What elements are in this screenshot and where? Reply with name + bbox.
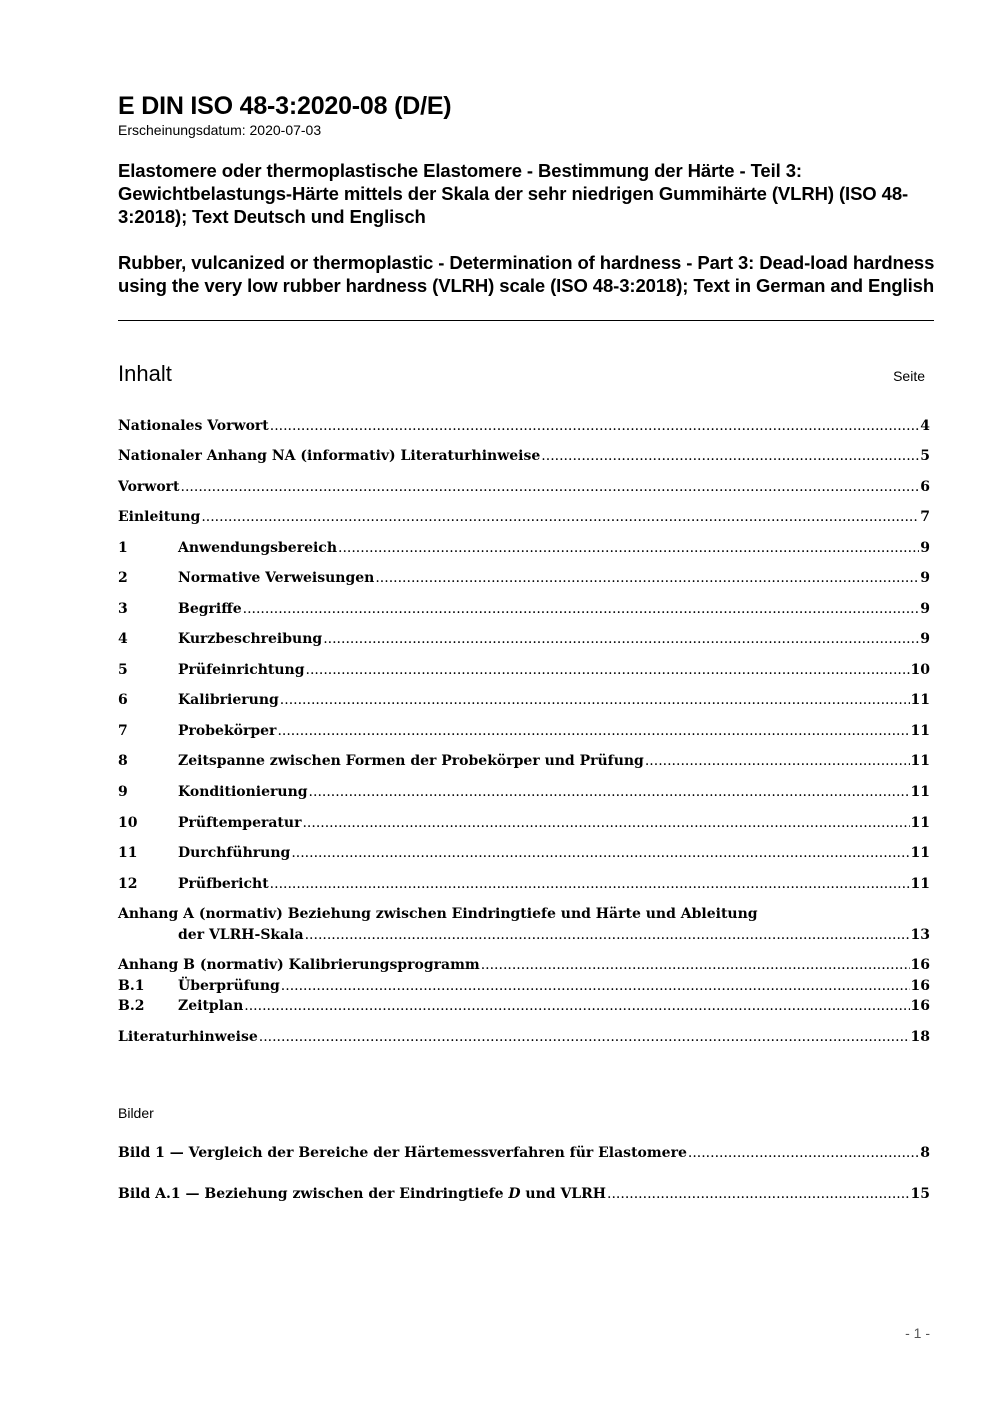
toc-entry[interactable] xyxy=(118,753,930,773)
toc-entry[interactable] xyxy=(118,723,930,743)
toc-entry-page: 11 xyxy=(910,692,930,708)
toc-entry-number: 12 xyxy=(118,876,138,892)
figure-entry-title-prefix: Bild A.1 — Beziehung zwischen der Eindringtiefe xyxy=(118,1186,509,1202)
toc-entry-annex-a[interactable] xyxy=(118,927,930,947)
figure-entry[interactable] xyxy=(118,1145,930,1165)
toc-entry-page: 16 xyxy=(910,957,930,973)
toc-entry-title: Zeitplan xyxy=(178,998,244,1014)
toc-entry[interactable] xyxy=(118,876,930,896)
toc-leader xyxy=(645,753,910,769)
toc-entry-number: B.1 xyxy=(118,978,145,994)
toc-entry-page: 11 xyxy=(910,784,930,800)
toc-entry-page: 4 xyxy=(920,418,930,434)
toc-entry-number: 6 xyxy=(118,692,128,708)
toc-entry-page: 11 xyxy=(910,815,930,831)
toc-entry-page: 16 xyxy=(910,998,930,1014)
toc-entry[interactable] xyxy=(118,509,930,529)
toc-leader xyxy=(291,845,909,861)
toc-entry-page: 11 xyxy=(910,753,930,769)
toc-leader xyxy=(270,418,920,434)
toc-leader xyxy=(243,601,920,617)
toc-entry[interactable] xyxy=(118,845,930,865)
toc-entry-number: 4 xyxy=(118,631,128,647)
toc-entry[interactable] xyxy=(118,448,930,468)
page-number: - 1 - xyxy=(905,1325,930,1341)
toc-entry-title: Konditionierung xyxy=(178,784,308,800)
toc-leader xyxy=(323,631,919,647)
toc-entry-page: 13 xyxy=(910,927,930,943)
toc-entry-number: 11 xyxy=(118,845,138,861)
toc-entry-title: Kalibrierung xyxy=(178,692,279,708)
toc-entry-number: 10 xyxy=(118,815,138,831)
toc-annex-a-title[interactable]: Anhang A (normativ) Beziehung zwischen Eindringtiefe und Härte und Ableitung xyxy=(118,906,758,922)
toc-entry[interactable] xyxy=(118,998,930,1018)
title-german: Elastomere oder thermoplastische Elastomere - Bestimmung der Härte - Teil 3: Gewichtbelastungs-Härte mittels der Skala der sehr niedrigen Gummihärte (VLRH) (ISO 48-3:2018); Text Deutsch und Englisch xyxy=(118,160,909,227)
toc-entry-page: 10 xyxy=(910,662,930,678)
toc-entry-page: 9 xyxy=(920,540,930,556)
toc-entry-title: Überprüfung xyxy=(178,978,280,994)
toc-heading: Inhalt xyxy=(118,361,172,386)
toc-leader xyxy=(541,448,919,464)
toc-leader xyxy=(302,815,909,831)
toc-entry[interactable] xyxy=(118,601,930,621)
toc-entry-title: Nationales Vorwort xyxy=(118,418,269,434)
toc-entry-page: 9 xyxy=(920,601,930,617)
toc-entry-page: 9 xyxy=(920,570,930,586)
toc-entry-annex-b[interactable] xyxy=(118,957,930,977)
toc-leader xyxy=(338,540,919,556)
toc-entry-title: Durchführung xyxy=(178,845,291,861)
toc-entry-title: Kurzbeschreibung xyxy=(178,631,323,647)
figure-entry-page: 15 xyxy=(910,1186,930,1202)
toc-leader xyxy=(201,509,919,525)
toc-entry-number: 8 xyxy=(118,753,128,769)
toc-leader xyxy=(270,876,910,892)
toc-entry[interactable] xyxy=(118,692,930,712)
toc-entry[interactable] xyxy=(118,570,930,590)
toc-entry-title: Prüftemperatur xyxy=(178,815,302,831)
toc-leader xyxy=(244,998,909,1014)
toc-entry-page: 5 xyxy=(920,448,930,464)
toc-entry-page: 9 xyxy=(920,631,930,647)
toc-entry-literature[interactable] xyxy=(118,1029,930,1049)
figure-entry-title-suffix: und VLRH xyxy=(520,1186,607,1202)
toc-entry-number: 9 xyxy=(118,784,128,800)
toc-entry-title: Vorwort xyxy=(118,479,180,495)
toc-leader xyxy=(309,784,910,800)
figure-entry-page: 8 xyxy=(920,1145,930,1161)
toc-entry-number: 7 xyxy=(118,723,128,739)
toc-entry[interactable] xyxy=(118,978,930,998)
toc-entry-title: Literaturhinweise xyxy=(118,1029,258,1045)
figure-entry-variable: D xyxy=(508,1186,521,1202)
title-divider xyxy=(118,320,934,321)
figures-heading: Bilder xyxy=(118,1105,154,1121)
toc-entry-title: der VLRH-Skala xyxy=(178,927,304,943)
figure-entry-title xyxy=(118,1186,606,1202)
toc-entry-title: Einleitung xyxy=(118,509,201,525)
toc-entry-number: B.2 xyxy=(118,998,145,1014)
figure-entry-title: Bild 1 — Vergleich der Bereiche der Härtemessverfahren für Elastomere xyxy=(118,1145,687,1161)
toc-leader xyxy=(481,957,910,973)
toc-entry-page: 6 xyxy=(920,479,930,495)
toc-entry-number: 5 xyxy=(118,662,128,678)
toc-leader xyxy=(277,723,909,739)
toc-entry-title: Prüfeinrichtung xyxy=(178,662,305,678)
toc-entry-page: 7 xyxy=(920,509,930,525)
toc-entry[interactable] xyxy=(118,540,930,560)
toc-entry-number: 3 xyxy=(118,601,128,617)
toc-leader xyxy=(375,570,919,586)
document-id: E DIN ISO 48-3:2020-08 (D/E) xyxy=(118,92,452,120)
toc-entry-page: 11 xyxy=(910,845,930,861)
figure-entry[interactable] xyxy=(118,1186,930,1206)
toc-entry-page: 11 xyxy=(910,723,930,739)
toc-entry[interactable] xyxy=(118,631,930,651)
toc-leader xyxy=(280,692,910,708)
title-english: Rubber, vulcanized or thermoplastic - Determination of hardness - Part 3: Dead-load hardness using the very low rubber hardness (VLRH) scale (ISO 48-3:2018); Text in German and English xyxy=(118,252,935,296)
toc-page-label: Seite xyxy=(893,368,925,384)
toc-entry-title: Zeitspanne zwischen Formen der Probekörper und Prüfung xyxy=(178,753,644,769)
toc-entry[interactable] xyxy=(118,418,930,438)
toc-entry-title: Nationaler Anhang NA (informativ) Literaturhinweise xyxy=(118,448,541,464)
toc-leader xyxy=(259,1029,910,1045)
toc-entry-page: 18 xyxy=(910,1029,930,1045)
toc-entry-number: 1 xyxy=(118,540,128,556)
toc-entry-page: 11 xyxy=(910,876,930,892)
toc-entry[interactable] xyxy=(118,479,930,499)
toc-leader xyxy=(305,927,910,943)
toc-entry-page: 16 xyxy=(910,978,930,994)
toc-entry-title: Normative Verweisungen xyxy=(178,570,375,586)
toc-entry-title: Anhang B (normativ) Kalibrierungsprogramm xyxy=(118,957,480,973)
toc-leader xyxy=(281,978,910,994)
toc-leader xyxy=(181,479,920,495)
toc-entry-number: 2 xyxy=(118,570,128,586)
toc-entry-title: Begriffe xyxy=(178,601,242,617)
toc-leader xyxy=(607,1186,910,1202)
toc-leader xyxy=(306,662,910,678)
toc-entry-title: Anwendungsbereich xyxy=(178,540,337,556)
toc-entry[interactable] xyxy=(118,784,930,804)
toc-entry-title: Probekörper xyxy=(178,723,277,739)
toc-entry-title: Prüfbericht xyxy=(178,876,269,892)
toc-leader xyxy=(688,1145,919,1161)
toc-entry[interactable] xyxy=(118,815,930,835)
publication-date: Erscheinungsdatum: 2020-07-03 xyxy=(118,122,322,138)
toc-entry[interactable] xyxy=(118,662,930,682)
